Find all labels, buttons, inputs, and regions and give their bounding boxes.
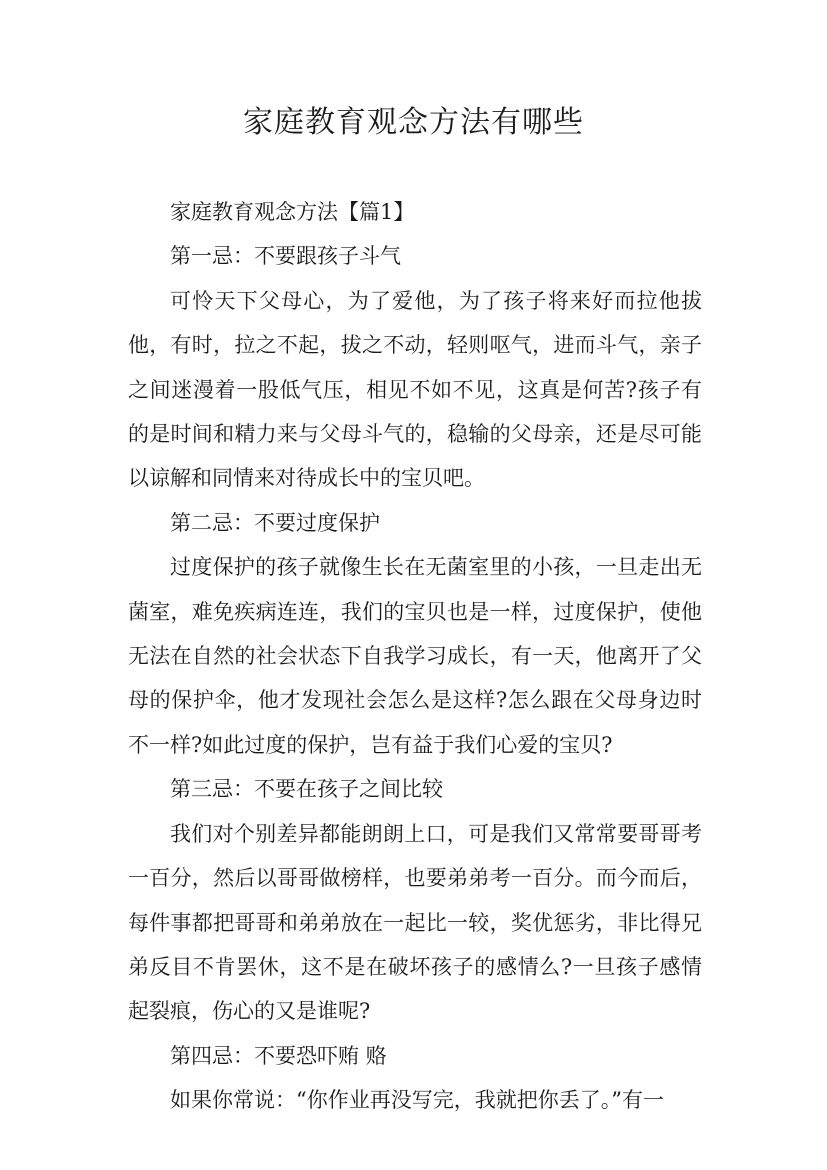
body-paragraph-3: 我们对个别差异都能朗朗上口，可是我们又常常要哥哥考一百分，然后以哥哥做榜样，也要弟弟考一百分。而今而后，每件事都把哥哥和弟弟放在一起比一较，奖优惩劣，非比得兄弟反目不肯罢休，这不是在破坏孩子的感情么?一旦孩子感情起裂痕，伤心的又是谁呢? [128,821,702,1024]
document-title: 家庭教育观念方法有哪些 [243,105,584,140]
body-paragraph-4: 如果你常说：“你作业再没写完，我就把你丢了。”有一 [170,1088,664,1113]
section-heading: 家庭教育观念方法【篇1】 [170,200,415,224]
rule-heading-2: 第二忌：不要过度保护 [170,510,380,535]
document-body [128,190,702,1123]
rule-heading-3: 第三忌：不要在孩子之间比较 [170,777,443,802]
body-paragraph-2: 过度保护的孩子就像生长在无菌室里的小孩，一旦走出无菌室，难免疾病连连，我们的宝贝也是一样，过度保护，使他无法在自然的社会状态下自我学习成长，有一天，他离开了父母的保护伞，他才发现社会怎么是这样?怎么跟在父母身边时不一样?如此过度的保护，岂有益于我们心爱的宝贝? [128,555,702,757]
body-paragraph-1: 可怜天下父母心，为了爱他，为了孩子将来好而拉他拔他，有时，拉之不起，拔之不动，轻则呕气，进而斗气，亲子之间迷漫着一股低气压，相见不如不见，这真是何苦?孩子有的是时间和精力来与父母斗气的，稳输的父母亲，还是尽可能以谅解和同情来对待成长中的宝贝吧。 [128,288,702,491]
rule-heading-4: 第四忌：不要恐吓贿 赂 [170,1043,387,1068]
rule-heading-1: 第一忌：不要跟孩子斗气 [170,244,401,269]
